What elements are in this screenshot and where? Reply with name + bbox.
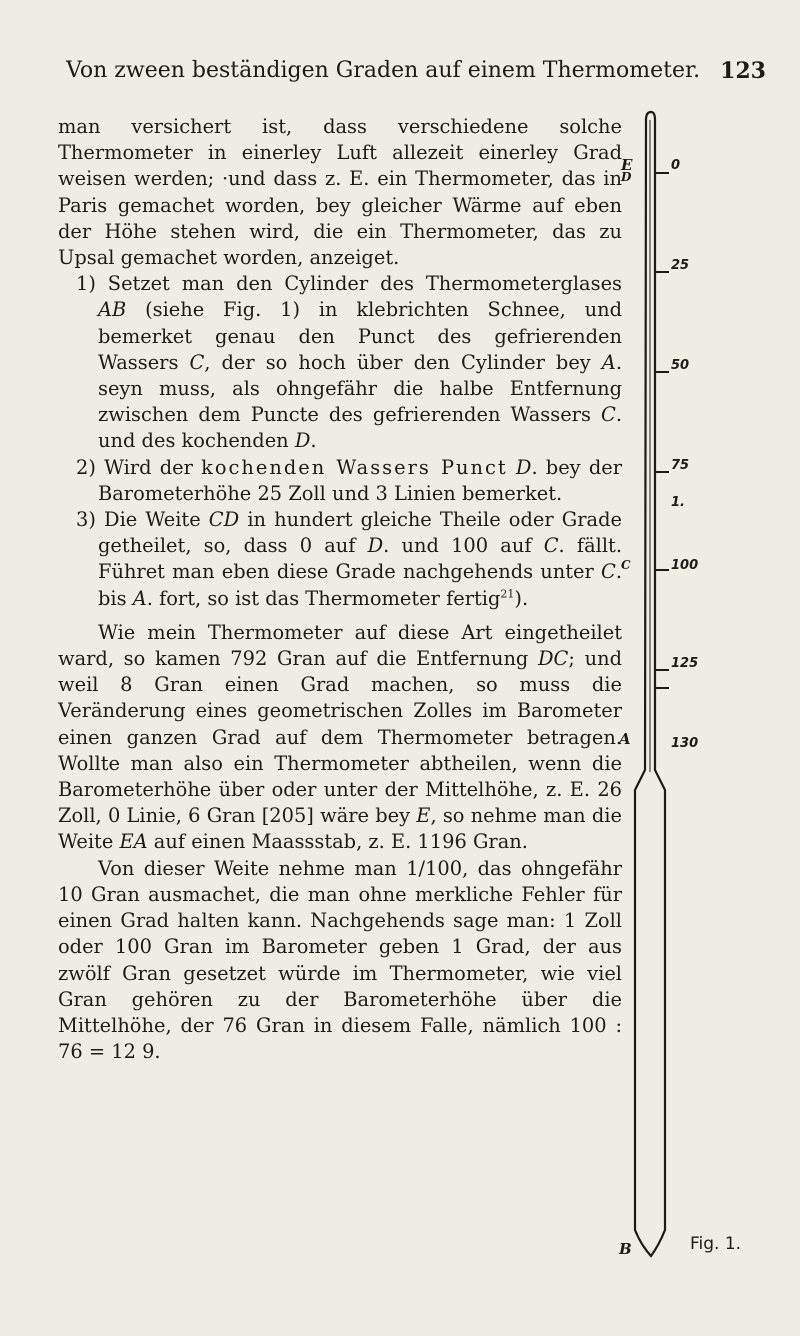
item1-letters-ab: AB	[98, 298, 127, 322]
intro-paragraph: man versichert ist, dass verschiedene solche Thermometer in einerley Luft allezeit einerley Grad weisen werden; ·und dass z. E. ein Thermometer, das in Paris gemachet worden, bey gleicher Wärme auf eben der Höhe stehen wird, die ein Thermometer, das zu Upsal gemachet worden, anzeiget.	[58, 115, 622, 270]
label-e: E	[621, 156, 633, 174]
item3-text-c: . und 100 auf	[383, 534, 544, 558]
para2-letters-ea: EA	[119, 830, 148, 854]
scale-100: 100	[671, 558, 699, 573]
item2-text-a: 2) Wird der	[76, 455, 202, 479]
para2-letter-e: E	[416, 804, 431, 828]
para2-text-b: ; und weil 8 Gran einen Grad machen, so muss die Veränderung eines geometrischen Zolles im Barometer einen ganzen Grad auf dem Thermometer betragen. Wollte man also ein Thermometer abtheilen, wenn die Barometerhöhe über oder unter der Mittelhöhe, z. E. 26 Zoll, 0 Linie, 6 Gran [205] wäre bey	[58, 647, 622, 828]
item3-letter-c: C	[543, 534, 559, 558]
item3-text-a: 3) Die Weite	[76, 508, 209, 532]
item1-letter-c: C	[189, 350, 205, 374]
item3-text-h: ).	[514, 586, 529, 610]
label-d: D	[621, 170, 632, 184]
item3-letters-cd: CD	[208, 508, 240, 532]
thermometer-figure	[615, 100, 735, 1260]
item3-letter-c3: C	[600, 560, 616, 584]
item3-letter-d: D	[367, 534, 384, 558]
body-text	[58, 114, 622, 1065]
figure-caption: Fig. 1.	[690, 1234, 742, 1254]
item3-text-g: . fort, so ist das Thermometer fertig	[146, 586, 501, 610]
running-header	[66, 58, 766, 83]
scale-0: 0	[671, 158, 681, 173]
item1-text-d: . seyn muss, als ohngefähr die halbe Entfernung zwischen dem Puncte des gefrierenden Wassers	[98, 350, 622, 427]
label-b: B	[619, 1240, 632, 1258]
item3-letter-a: A	[132, 586, 147, 610]
item1-text-b: (siehe Fig. 1) in klebrichten Schnee, und bemerket genau den Punct des gefrierenden Wassers	[98, 298, 622, 374]
scale-130: 130	[671, 736, 699, 751]
label-a: A	[619, 730, 631, 748]
item3-text-e: . fällt. Führet man eben diese Grade nachgehends unter	[98, 534, 622, 584]
item2-letter-d: D	[515, 455, 532, 479]
footnote-ref: 21	[500, 587, 515, 601]
paragraph-3: Von dieser Weite nehme man 1/100, das ohngefähr 10 Gran ausmachet, die man ohne merkliche Fehler für einen Grad halten kann. Nachgehends sage man: 1 Zoll oder 100 Gran im Barometer geben 1 Grad, der aus zwölf Gran gesetzet würde im Thermometer, wie viel Gran gehören zu der Barometerhöhe über die Mittelhöhe, der 76 Gran in diesem Falle, nämlich 100 : 76 = 12 9.	[58, 856, 622, 1064]
item1-text-f: .	[310, 429, 317, 453]
scale-25: 25	[671, 258, 690, 273]
item1-text-c: , der so hoch über den Cylinder bey	[204, 350, 602, 374]
label-c: C	[621, 558, 631, 572]
para2-text-c: , so nehme man die Weite	[58, 804, 622, 854]
item1-letter-c2: C	[600, 403, 616, 427]
list-item-2	[58, 455, 622, 507]
scale-75: 75	[671, 458, 690, 473]
scale-50: 50	[671, 358, 690, 373]
item2-spaced-text: kochenden Wassers Punct	[201, 455, 508, 479]
item1-text-a: 1) Setzet man den Cylinder des Thermometerglases	[76, 272, 622, 296]
item3-text-f: . bis	[98, 560, 622, 610]
paragraph-2	[58, 620, 622, 856]
item3-text-b: in hundert gleiche Theile oder Grade getheilet, so, dass 0 auf	[98, 508, 622, 558]
scale-125: 125	[671, 656, 699, 671]
para2-text-d: auf einen Maassstab, z. E. 1196 Gran.	[147, 830, 528, 854]
thermometer-drawing	[615, 100, 735, 1260]
list-item-1	[58, 271, 622, 454]
item1-text-e: . und des kochenden	[98, 403, 622, 453]
para2-letters-dc: DC	[538, 647, 569, 671]
item2-text-b: . bey der Barometerhöhe 25 Zoll und 3 Linien bemerket.	[98, 455, 622, 505]
page-number: 123	[720, 58, 766, 84]
scale-1: 1.	[671, 495, 685, 510]
header-title: Von zween beständigen Graden auf einem Thermometer.	[66, 58, 701, 83]
item1-letter-d: D	[294, 429, 311, 453]
list-item-3	[58, 507, 622, 612]
item1-letter-a: A	[601, 350, 616, 374]
para2-text-a: Wie mein Thermometer auf diese Art eingetheilet ward, so kamen 792 Gran auf die Entfernung	[58, 620, 622, 671]
